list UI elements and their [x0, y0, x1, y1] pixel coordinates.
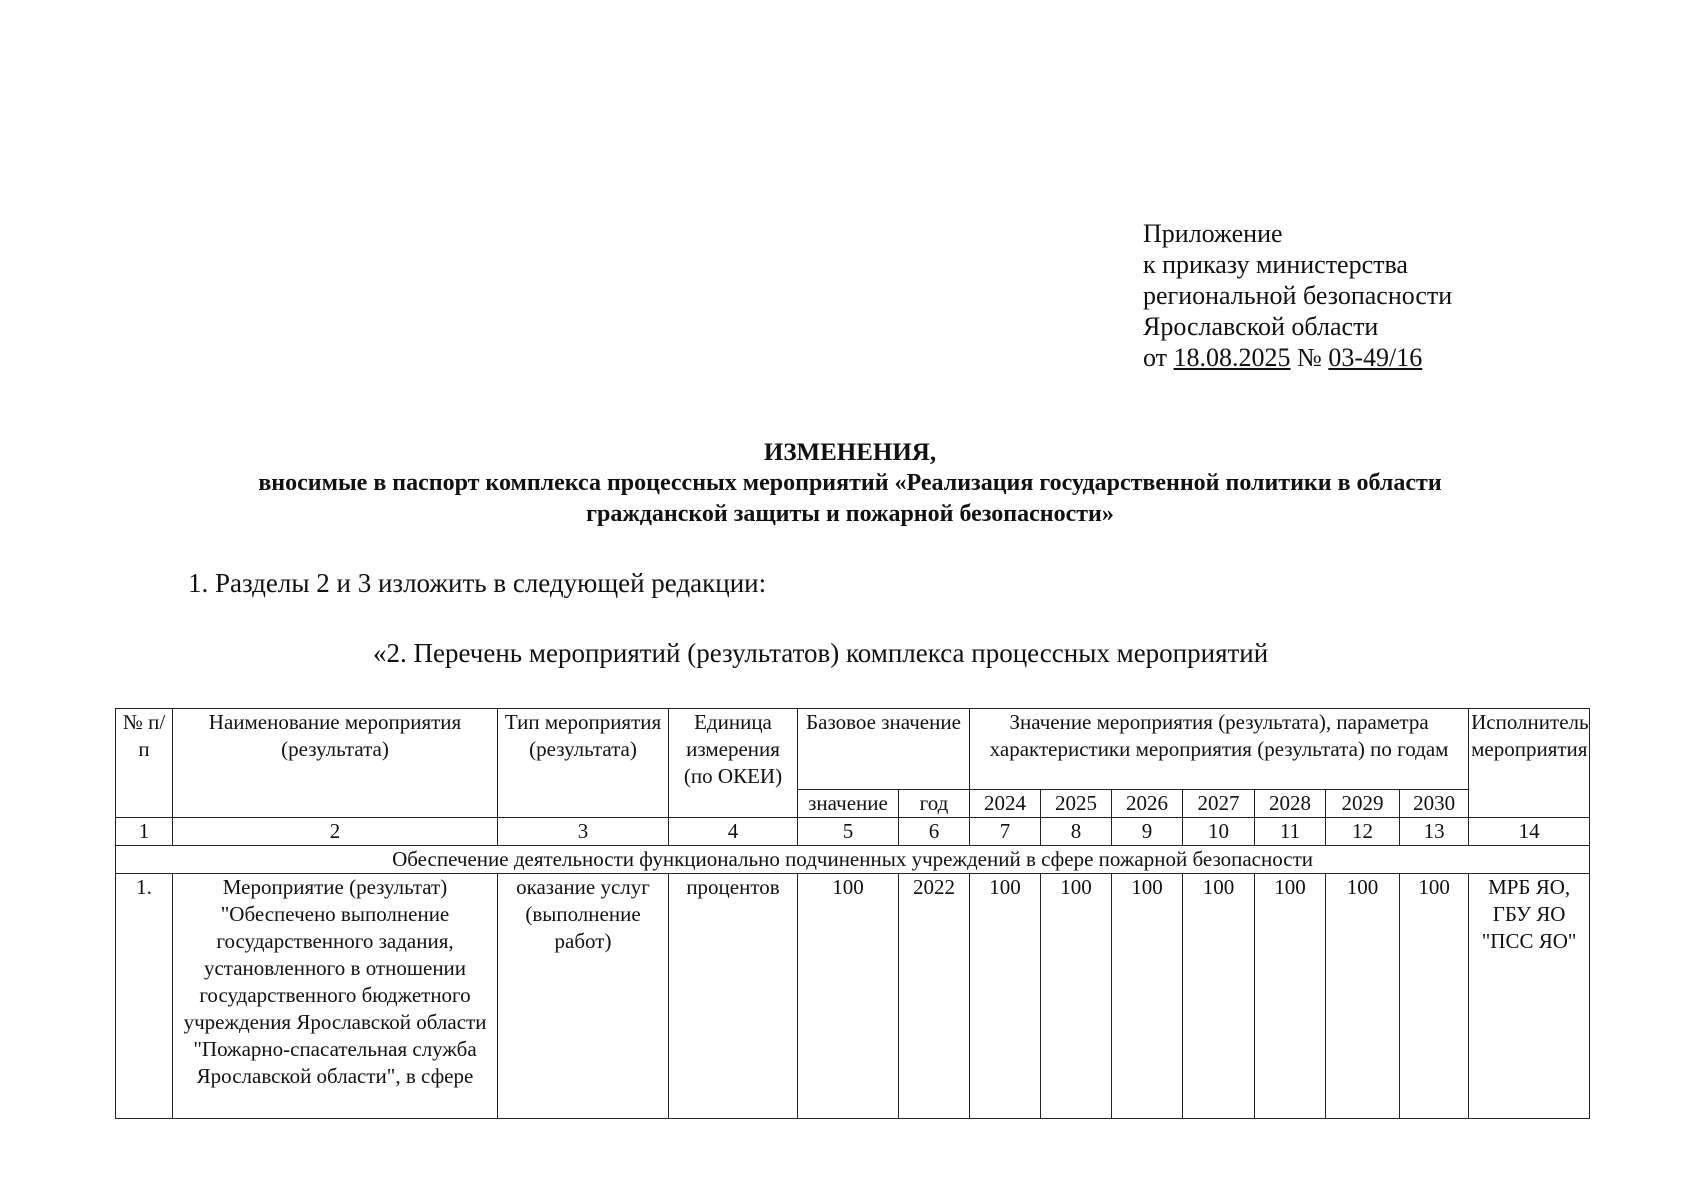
- appendix-date: 18.08.2025: [1173, 343, 1291, 372]
- section-heading: «2. Перечень мероприятий (результатов) комплекса процессных мероприятий: [373, 638, 1269, 668]
- row-value-2028: 100: [1255, 874, 1326, 1119]
- header-year: 2030: [1400, 790, 1469, 818]
- appendix-line-3: региональной безопасности: [1143, 281, 1453, 310]
- row-type: оказание услуг (выполнение работ): [498, 874, 669, 1119]
- title-sub-line-1: вносимые в паспорт комплекса процессных мероприятий «Реализация государственной политики в области: [258, 470, 1442, 496]
- header-year: 2027: [1183, 790, 1255, 818]
- header-unit: Единица измерения (по ОКЕИ): [669, 709, 798, 818]
- title-sub-line-2: гражданской защиты и пожарной безопасности»: [586, 501, 1114, 527]
- column-number: 9: [1112, 818, 1183, 846]
- row-unit: процентов: [669, 874, 798, 1119]
- column-number: 1: [116, 818, 173, 846]
- title-main: ИЗМЕНЕНИЯ,: [763, 439, 937, 466]
- instruction-paragraph: 1. Разделы 2 и 3 изложить в следующей редакции:: [188, 568, 767, 598]
- header-year: 2025: [1041, 790, 1112, 818]
- group-title: Обеспечение деятельности функционально подчиненных учреждений в сфере пожарной безопасности: [116, 846, 1590, 874]
- row-value-2025: 100: [1041, 874, 1112, 1119]
- header-year: 2024: [970, 790, 1041, 818]
- appendix-number-sign: №: [1297, 343, 1322, 372]
- row-value-2026: 100: [1112, 874, 1183, 1119]
- header-type: Тип мероприятия (результата): [498, 709, 669, 818]
- row-value-2030: 100: [1400, 874, 1469, 1119]
- row-value-2027: 100: [1183, 874, 1255, 1119]
- column-number: 3: [498, 818, 669, 846]
- column-number: 11: [1255, 818, 1326, 846]
- row-name: Мероприятие (результат) "Обеспечено выполнение государственного задания, установленного в отношении государственного бюджетного учреждения Ярославской области "Пожарно-спасательная служба Ярославской области", в сфере: [173, 874, 498, 1119]
- header-year: 2029: [1326, 790, 1400, 818]
- document-title: [100, 437, 1600, 530]
- measures-table: [115, 708, 1590, 1119]
- column-number: 6: [899, 818, 970, 846]
- row-value-2029: 100: [1326, 874, 1400, 1119]
- header-executor: Исполнитель мероприятия: [1469, 709, 1590, 818]
- appendix-line-1: Приложение: [1143, 219, 1283, 248]
- column-number: 8: [1041, 818, 1112, 846]
- appendix-line-2: к приказу министерства: [1143, 250, 1408, 279]
- header-values: Значение мероприятия (результата), параметра характеристики мероприятия (результата) по годам: [970, 709, 1469, 790]
- appendix-line-4: Ярославской области: [1143, 312, 1379, 341]
- row-base-value: 100: [798, 874, 899, 1119]
- appendix-number: 03-49/16: [1328, 343, 1423, 372]
- column-number: 2: [173, 818, 498, 846]
- header-base-year: год: [899, 790, 970, 818]
- column-number-row: [116, 818, 1590, 846]
- column-number: 14: [1469, 818, 1590, 846]
- column-number: 10: [1183, 818, 1255, 846]
- appendix-date-line: [1143, 342, 1452, 373]
- row-value-2024: 100: [970, 874, 1041, 1119]
- appendix-date-prefix: от: [1143, 343, 1168, 372]
- header-base: Базовое значение: [798, 709, 970, 790]
- header-year: 2028: [1255, 790, 1326, 818]
- header-year: 2026: [1112, 790, 1183, 818]
- column-number: 7: [970, 818, 1041, 846]
- header-name: Наименование мероприятия (результата): [173, 709, 498, 818]
- column-number: 5: [798, 818, 899, 846]
- column-number: 12: [1326, 818, 1400, 846]
- group-row: [116, 846, 1590, 874]
- table-row: [116, 874, 1590, 1119]
- table-header-row-1: [116, 709, 1590, 790]
- row-num: 1.: [116, 874, 173, 1119]
- header-num: № п/п: [116, 709, 173, 818]
- row-executor: МРБ ЯО, ГБУ ЯО "ПСС ЯО": [1469, 874, 1590, 1119]
- row-base-year: 2022: [899, 874, 970, 1119]
- column-number: 4: [669, 818, 798, 846]
- column-number: 13: [1400, 818, 1469, 846]
- header-base-value: значение: [798, 790, 899, 818]
- appendix-block: [1143, 218, 1452, 373]
